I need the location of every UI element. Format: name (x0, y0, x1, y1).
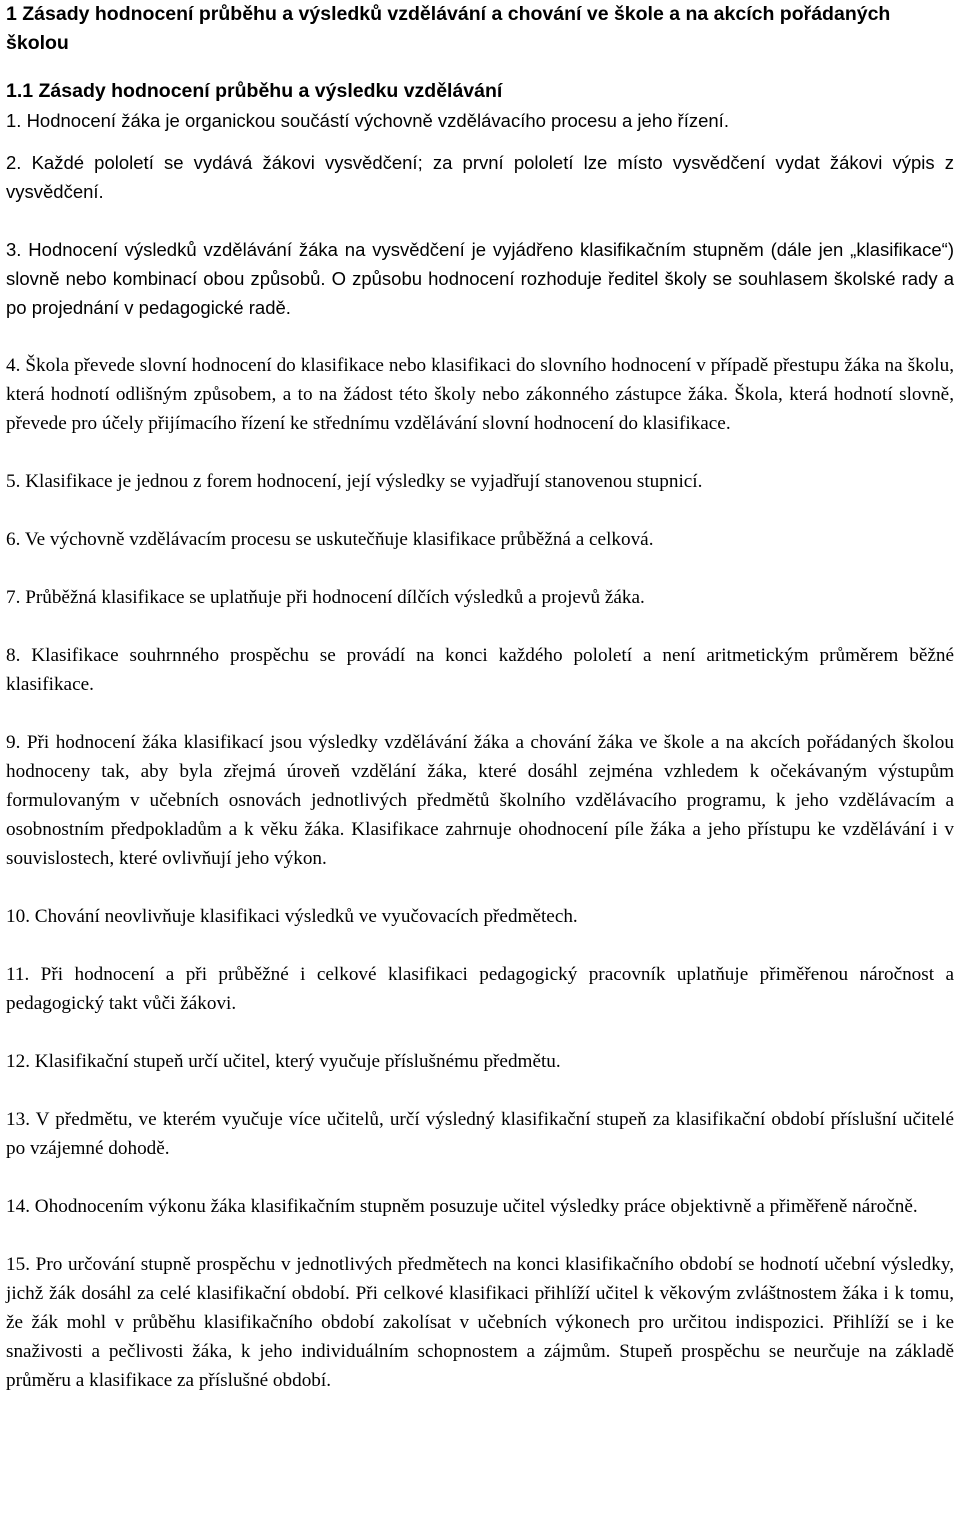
paragraph-3: 3. Hodnocení výsledků vzdělávání žáka na vysvědčení je vyjádřeno klasifikačním stupněm (dále jen „klasifikace“) slovně nebo kombinací obou způsobů. O způsobu hodnocení rozhoduje ředitel školy se souhlasem školské rady a po projednání v pedagogické radě. (6, 239, 954, 318)
paragraph-1: 1. Hodnocení žáka je organickou součástí výchovně vzdělávacího procesu a jeho řízení. (6, 110, 729, 131)
paragraph-12: 12. Klasifikační stupeň určí učitel, který vyučuje příslušnému předmětu. (6, 1051, 561, 1072)
paragraph-4: 4. Škola převede slovní hodnocení do klasifikace nebo klasifikaci do slovního hodnocení v případě přestupu žáka na školu, která hodnotí odlišným způsobem, a to na žádost této školy nebo zákonného zástupce žáka. Škola, která hodnotí slovně, převede pro účely přijímacího řízení ke střednímu vzdělávání slovní hodnocení do klasifikace. (6, 355, 954, 434)
section-subtitle: 1.1 Zásady hodnocení průběhu a výsledku vzdělávání (6, 80, 503, 102)
paragraph-9: 9. Při hodnocení žáka klasifikací jsou výsledky vzdělávání žáka a chování žáka ve škole a na akcích pořádaných školou hodnoceny tak, aby byla zřejmá úroveň vzdělání žáka, které dosáhl zejména vzhledem k očekávaným výstupům formulovaným v učebních osnovách jednotlivých předmětů školního vzdělávacího programu, k jeho vzdělávacím a osobnostním předpokladům a k věku žáka. Klasifikace zahrnuje ohodnocení píle žáka a jeho přístupu ke vzdělávání i v souvislostech, které ovlivňují jeho výkon. (6, 732, 954, 869)
document-title: 1 Zásady hodnocení průběhu a výsledků vzdělávání a chování ve škole a na akcích pořádaných školou (6, 3, 891, 54)
paragraph-10: 10. Chování neovlivňuje klasifikaci výsledků ve vyučovacích předmětech. (6, 906, 578, 927)
paragraph-5: 5. Klasifikace je jednou z forem hodnocení, její výsledky se vyjadřují stanovenou stupnicí. (6, 471, 703, 492)
paragraph-7: 7. Průběžná klasifikace se uplatňuje při hodnocení dílčích výsledků a projevů žáka. (6, 587, 645, 608)
paragraph-8: 8. Klasifikace souhrnného prospěchu se provádí na konci každého pololetí a není aritmetickým průměrem běžné klasifikace. (6, 645, 954, 695)
paragraph-2: 2. Každé pololetí se vydává žákovi vysvědčení; za první pololetí lze místo vysvědčení vydat žákovi výpis z vysvědčení. (6, 152, 954, 202)
paragraph-11: 11. Při hodnocení a při průběžné i celkové klasifikaci pedagogický pracovník uplatňuje přiměřenou náročnost a pedagogický takt vůči žákovi. (6, 964, 954, 1014)
paragraph-6: 6. Ve výchovně vzdělávacím procesu se uskutečňuje klasifikace průběžná a celková. (6, 529, 654, 550)
paragraph-14: 14. Ohodnocením výkonu žáka klasifikačním stupněm posuzuje učitel výsledky práce objektivně a přiměřeně náročně. (6, 1196, 918, 1217)
paragraph-13: 13. V předmětu, ve kterém vyučuje více učitelů, určí výsledný klasifikační stupeň za klasifikační období příslušní učitelé po vzájemné dohodě. (6, 1109, 954, 1159)
paragraph-15: 15. Pro určování stupně prospěchu v jednotlivých předmětech na konci klasifikačního období se hodnotí učební výsledky, jichž žák dosáhl za celé klasifikační období. Při celkové klasifikaci přihlíží učitel k věkovým zvláštnostem žáka i k tomu, že žák mohl v průběhu klasifikačního období zakolísat v učebních výkonech pro určitou indispozici. Přihlíží se i ke snaživosti a pečlivosti žáka, k jeho individuálním schopnostem a zájmům. Stupeň prospěchu se neurčuje na základě průměru a klasifikace za příslušné období. (6, 1254, 954, 1391)
document-page (6, 0, 954, 1424)
